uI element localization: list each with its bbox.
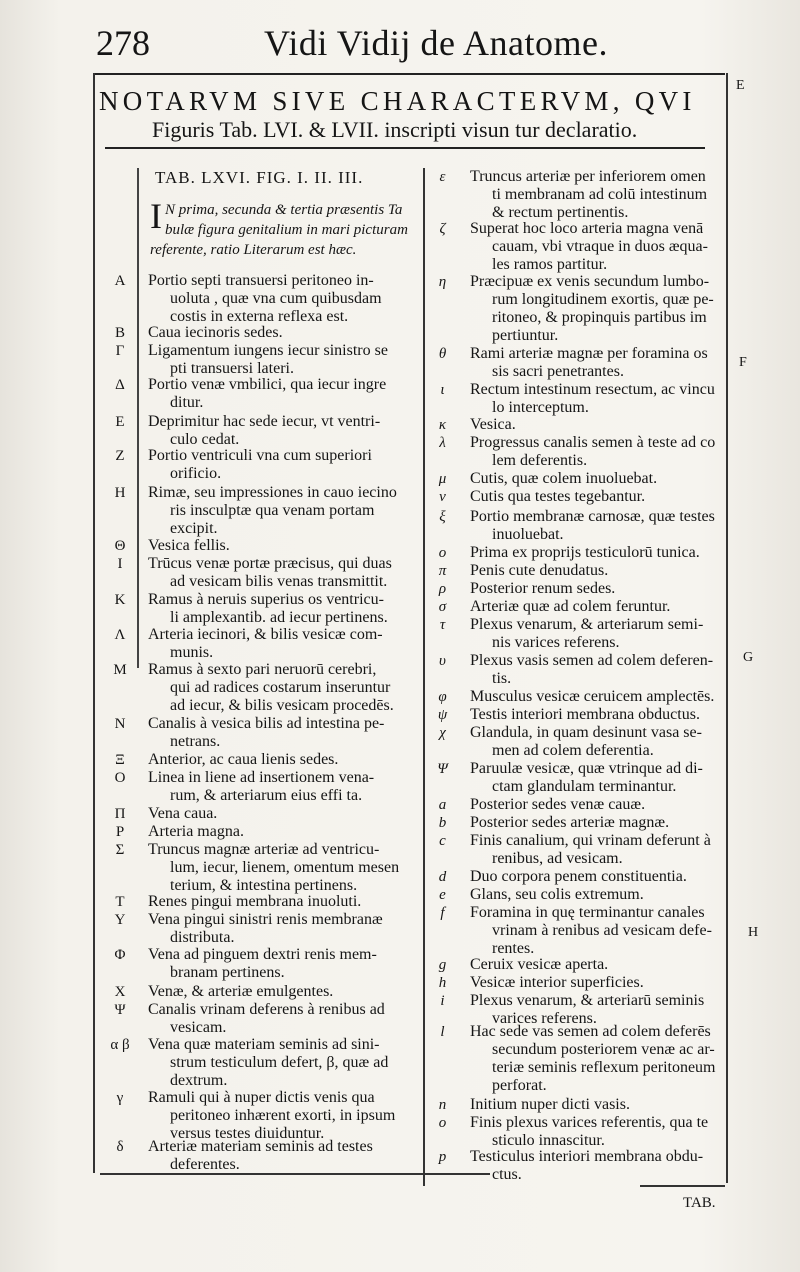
legend-line: Finis plexus varices referentis, qua te: [470, 1114, 709, 1131]
legend-letter: E: [115, 414, 125, 430]
legend-line: Plexus vasis semen ad colem deferen-: [470, 652, 714, 669]
legend-line: Anterior, ac caua lienis sedes.: [148, 751, 339, 768]
legend-text: [148, 661, 420, 715]
legend-text: [148, 484, 420, 538]
legend-text: [148, 1089, 420, 1143]
legend-line: culo cedat.: [170, 431, 240, 448]
legend-text: [148, 805, 420, 823]
legend-text: [148, 893, 420, 911]
legend-letter: σ: [438, 599, 447, 615]
legend-text: [470, 508, 755, 544]
legend-text: [148, 1001, 420, 1037]
legend-letter: Y: [114, 912, 126, 928]
legend-letter: P: [115, 824, 125, 840]
table-heading: TAB. LXVI. FIG. I. II. III.: [155, 168, 364, 187]
legend-letter: τ: [439, 617, 446, 633]
legend-text: [470, 974, 755, 992]
left-border-rule: [93, 73, 95, 1173]
legend-line: & rectum pertinentis.: [492, 204, 629, 221]
legend-line: vesicam.: [170, 1019, 227, 1036]
legend-line: Penis cute denudatus.: [470, 562, 609, 579]
legend-line: li amplexantib. ad iecur pertinens.: [170, 609, 388, 626]
legend-line: les ramos partitur.: [492, 256, 608, 273]
legend-line: Glans, seu colis extremum.: [470, 886, 644, 903]
legend-text: [470, 904, 755, 958]
intro-text: N prima, secunda & tertia præsentis Ta bulæ figura genitalium in mari picturam referente, ratio Literarum est hæc.: [150, 202, 408, 258]
legend-line: ritoneo, & propinquis partibus im: [492, 309, 707, 326]
legend-letter: ν: [439, 489, 446, 505]
margin-letter: F: [739, 355, 747, 370]
legend-line: Rimæ, seu impressiones in cauo iecino: [148, 484, 397, 501]
legend-line: ti membranam ad colū intestinum: [492, 186, 708, 203]
margin-letter: E: [736, 78, 745, 93]
legend-line: Vesica.: [470, 416, 516, 433]
legend-line: renibus, ad vesicam.: [492, 850, 623, 867]
legend-text: [470, 760, 755, 796]
legend-text: [148, 983, 420, 1001]
header-rule: [93, 73, 725, 75]
legend-letter: f: [440, 905, 445, 921]
legend-letter: Λ: [114, 627, 126, 643]
legend-text: [470, 562, 755, 580]
legend-line: ditur.: [170, 394, 204, 411]
legend-line: Paruulæ vesicæ, quæ vtrinque ad di-: [470, 760, 703, 777]
legend-letter: π: [438, 563, 447, 579]
legend-line: perforat.: [492, 1077, 547, 1094]
legend-line: ctus.: [492, 1166, 522, 1183]
legend-text: [470, 616, 755, 652]
legend-line: Cutis qua testes tegebantur.: [470, 488, 646, 505]
legend-line: ctam glandulam terminantur.: [492, 778, 677, 795]
legend-letter: ξ: [439, 509, 446, 525]
legend-line: teriæ seminis reflexum peritoneum: [492, 1059, 716, 1076]
legend-text: [148, 1036, 420, 1090]
legend-line: rum, & arteriarum eius effi ta.: [170, 787, 363, 804]
legend-line: Portio septi transuersi peritoneo in-: [148, 272, 374, 289]
legend-text: [470, 868, 755, 886]
legend-line: Vesica fellis.: [148, 537, 230, 554]
legend-text: [148, 911, 420, 947]
legend-line: secundum posteriorem venæ ac ar-: [492, 1041, 715, 1058]
legend-line: Duo corpora penem constituentia.: [470, 868, 687, 885]
legend-text: [148, 413, 420, 449]
legend-letter: α β: [110, 1037, 130, 1053]
legend-line: Rami arteriæ magnæ per foramina os: [470, 345, 708, 362]
legend-letter: η: [438, 274, 447, 290]
legend-letter: Π: [114, 806, 126, 822]
legend-line: men ad colem deferentia.: [492, 742, 654, 759]
legend-letter: ζ: [439, 221, 446, 237]
legend-letter: Ξ: [115, 752, 125, 768]
section-subtitle: Figuris Tab. LVI. & LVII. inscripti visun tur declaratio.: [152, 117, 638, 142]
legend-line: Arteria iecinori, & bilis vesicæ com-: [148, 626, 383, 643]
legend-line: orificio.: [170, 465, 222, 482]
legend-line: Ramus à sexto pari neruorū cerebri,: [148, 661, 377, 678]
legend-line: rum longitudinem exortis, quæ pe-: [492, 291, 714, 308]
legend-line: Vena quæ materiam seminis ad sini-: [148, 1036, 380, 1053]
legend-letter: μ: [438, 471, 447, 487]
legend-text: [470, 652, 755, 688]
legend-line: Rectum intestinum resectum, ac vincu: [470, 381, 715, 398]
legend-line: lo interceptum.: [492, 399, 589, 416]
legend-letter: h: [438, 975, 447, 991]
legend-letter: γ: [116, 1090, 124, 1106]
title-rule: [105, 147, 705, 149]
legend-line: Glandula, in quam desinunt vasa se-: [470, 724, 702, 741]
section-title: NOTARVM SIVE CHARACTERVM, QVI: [99, 86, 696, 116]
legend-line: ad iecur, & bilis vesicam procedēs.: [170, 697, 394, 714]
legend-letter: g: [438, 957, 447, 973]
legend-line: Præcipuæ ex venis secundum lumbo-: [470, 273, 710, 290]
legend-letter: i: [440, 993, 445, 1009]
legend-letter: Ψ: [114, 1002, 126, 1018]
legend-text: [470, 488, 755, 506]
legend-text: [148, 823, 420, 841]
legend-letter: δ: [116, 1139, 124, 1155]
legend-letter: H: [114, 485, 126, 501]
legend-line: Posterior sedes venæ cauæ.: [470, 796, 646, 813]
margin-letter: H: [748, 925, 759, 940]
legend-line: ad vesicam bilis venas transmittit.: [170, 573, 388, 590]
legend-letter: ι: [440, 382, 445, 398]
legend-line: pti transuersi lateri.: [170, 360, 294, 377]
legend-letter: n: [438, 1097, 447, 1113]
legend-text: [470, 688, 755, 706]
legend-letter: N: [114, 716, 126, 732]
legend-text: [470, 956, 755, 974]
legend-letter: d: [438, 869, 447, 885]
legend-text: [148, 447, 420, 483]
legend-text: [148, 342, 420, 378]
legend-line: terium, & intestina pertinens.: [170, 877, 358, 894]
intro-paragraph: [150, 196, 420, 260]
bottom-rule: [100, 1173, 490, 1175]
legend-letter: Θ: [114, 538, 126, 554]
legend-line: Hac sede vas semen ad colem deferēs: [470, 1023, 711, 1040]
catchword: TAB.: [683, 1195, 716, 1211]
legend-line: Trūcus venæ portæ præcisus, qui duas: [148, 555, 392, 572]
legend-line: distributa.: [170, 929, 235, 946]
legend-line: pertiuntur.: [492, 327, 559, 344]
legend-text: [148, 769, 420, 805]
legend-line: Ligamentum iungens iecur sinistro se: [148, 342, 388, 359]
legend-text: [470, 796, 755, 814]
running-title: Vidi Vidij de Anatome.: [264, 23, 608, 63]
legend-line: ris insculptæ qua venam portam: [170, 502, 375, 519]
footer-rule: [640, 1185, 725, 1187]
legend-line: Ceruix vesicæ aperta.: [470, 956, 609, 973]
legend-line: munis.: [170, 644, 214, 661]
legend-letter: B: [114, 325, 125, 341]
legend-line: Arteriæ quæ ad colem feruntur.: [470, 598, 671, 615]
legend-letter: A: [114, 273, 126, 289]
legend-line: Foramina in quę terminantur canales: [470, 904, 705, 921]
legend-line: sis sacri penetrantes.: [492, 363, 624, 380]
legend-text: [470, 544, 755, 562]
legend-line: rentes.: [492, 940, 535, 957]
legend-line: Superat hoc loco arteria magna venā: [470, 220, 704, 237]
legend-line: Vena ad pinguem dextri renis mem-: [148, 946, 377, 963]
legend-letter: I: [117, 556, 123, 572]
legend-text: [148, 1138, 420, 1174]
legend-letter: M: [113, 662, 127, 678]
legend-text: [470, 580, 755, 598]
page-number: 278: [96, 23, 150, 63]
legend-text: [470, 1096, 755, 1114]
legend-text: [470, 598, 755, 616]
legend-line: varices referens.: [492, 1010, 597, 1027]
legend-line: Portio membranæ carnosæ, quæ testes: [470, 508, 715, 525]
legend-line: costis in externa reflexa est.: [170, 308, 349, 325]
legend-letter: Δ: [115, 377, 125, 393]
legend-text: [148, 751, 420, 769]
legend-text: [470, 1023, 755, 1095]
legend-line: Vena pingui sinistri renis membranæ: [148, 911, 383, 928]
legend-line: branam pertinens.: [170, 964, 285, 981]
legend-line: tis.: [492, 670, 512, 687]
legend-text: [148, 946, 420, 982]
legend-line: Truncus magnæ arteriæ ad ventricu-: [148, 841, 380, 858]
legend-text: [148, 591, 420, 627]
legend-letter: e: [439, 887, 446, 903]
legend-letter: Γ: [115, 343, 125, 359]
legend-text: [470, 1114, 755, 1150]
legend-line: netrans.: [170, 733, 221, 750]
legend-line: Vena caua.: [148, 805, 218, 822]
legend-line: Initium nuper dicti vasis.: [470, 1096, 630, 1113]
legend-letter: T: [115, 894, 125, 910]
legend-text: [148, 715, 420, 751]
legend-line: lem deferentis.: [492, 452, 588, 469]
legend-text: [148, 376, 420, 412]
legend-letter: Z: [115, 448, 125, 464]
legend-text: [470, 1148, 755, 1184]
legend-letter: ψ: [437, 707, 448, 723]
legend-line: Renes pingui membrana inuoluti.: [148, 893, 362, 910]
legend-letter: a: [438, 797, 447, 813]
legend-line: Portio venæ vmbilici, qua iecur ingre: [148, 376, 387, 393]
legend-line: dextrum.: [170, 1072, 228, 1089]
legend-text: [470, 724, 755, 760]
legend-text: [470, 470, 755, 488]
legend-line: vrinam à renibus ad vesicam defe-: [492, 922, 712, 939]
legend-line: inuoluebat.: [492, 526, 564, 543]
legend-text: [470, 220, 755, 274]
margin-letter: G: [743, 650, 754, 665]
legend-letter: φ: [438, 689, 447, 705]
legend-text: [470, 886, 755, 904]
legend-line: qui ad radices costarum inseruntur: [170, 679, 391, 696]
legend-line: Cutis, quæ colem inuoluebat.: [470, 470, 658, 487]
legend-text: [470, 416, 755, 434]
legend-text: [148, 537, 420, 555]
legend-letter: Ψ: [437, 761, 448, 777]
legend-letter: θ: [438, 346, 447, 362]
legend-letter: Φ: [114, 947, 126, 963]
legend-letter: λ: [439, 435, 446, 451]
legend-line: Testiculus interiori membrana obdu-: [470, 1148, 704, 1165]
legend-text: [148, 841, 420, 895]
legend-line: Portio ventriculi vna cum superiori: [148, 447, 372, 464]
legend-line: Venæ, & arteriæ emulgentes.: [148, 983, 334, 1000]
legend-text: [470, 345, 755, 381]
legend-text: [470, 814, 755, 832]
legend-line: Plexus venarum, & arteriarū seminis: [470, 992, 705, 1009]
legend-letter: o: [438, 1115, 447, 1131]
legend-text: [470, 706, 755, 724]
legend-letter: K: [114, 592, 126, 608]
legend-text: [148, 555, 420, 591]
legend-text: [470, 832, 755, 868]
legend-text: [148, 324, 420, 342]
legend-letter: b: [438, 815, 447, 831]
legend-letter: Σ: [115, 842, 125, 858]
legend-line: Arteriæ materiam seminis ad testes: [148, 1138, 373, 1155]
legend-line: Ramuli qui à nuper dictis venis qua: [148, 1089, 375, 1106]
legend-letter: ε: [439, 169, 446, 185]
legend-text: [148, 272, 420, 326]
legend-line: Vesicæ interior superficies.: [470, 974, 644, 991]
legend-line: peritoneo inhærent exorti, in ipsum: [170, 1107, 396, 1124]
legend-letter: c: [439, 833, 446, 849]
legend-line: Linea in liene ad insertionem vena-: [148, 769, 375, 786]
legend-text: [148, 626, 420, 662]
legend-text: [470, 273, 755, 345]
legend-line: Progressus canalis semen à teste ad co: [470, 434, 716, 451]
legend-text: [470, 434, 755, 470]
legend-line: deferentes.: [170, 1156, 240, 1173]
legend-letter: l: [440, 1024, 445, 1040]
legend-line: lum, iecur, lienem, omentum mesen: [170, 859, 400, 876]
legend-line: Musculus vesicæ ceruicem amplectēs.: [470, 688, 715, 705]
legend-line: Prima ex proprijs testiculorū tunica.: [470, 544, 700, 561]
legend-line: sticulo innascitur.: [492, 1132, 605, 1149]
legend-line: Canalis à vesica bilis ad intestina pe-: [148, 715, 385, 732]
legend-line: cauam, vbi vtraque in duos æqua-: [492, 238, 708, 255]
legend-line: Caua iecinoris sedes.: [148, 324, 283, 341]
drop-cap: I: [150, 196, 162, 236]
legend-line: Ramus à neruis superius os ventricu-: [148, 591, 384, 608]
legend-line: Arteria magna.: [148, 823, 244, 840]
legend-line: Testis interiori membrana obductus.: [470, 706, 700, 723]
legend-line: Posterior renum sedes.: [470, 580, 616, 597]
legend-letter: ο: [438, 545, 447, 561]
legend-letter: κ: [438, 417, 447, 433]
legend-letter: p: [438, 1149, 447, 1165]
legend-letter: χ: [439, 725, 446, 741]
legend-line: nis varices referens.: [492, 634, 620, 651]
legend-line: excipit.: [170, 520, 218, 537]
legend-line: Truncus arteriæ per inferiorem omen: [470, 168, 706, 185]
legend-line: Canalis vrinam deferens à renibus ad: [148, 1001, 385, 1018]
legend-line: Finis canalium, qui vrinam deferunt à: [470, 832, 711, 849]
legend-text: [470, 381, 755, 417]
legend-letter: O: [114, 770, 126, 786]
legend-line: uoluta , quæ vna cum quibusdam: [170, 290, 382, 307]
legend-letter: X: [114, 984, 126, 1000]
legend-letter: ρ: [438, 581, 447, 597]
legend-line: Deprimitur hac sede iecur, vt ventri-: [148, 413, 381, 430]
legend-letter: υ: [439, 653, 446, 669]
legend-line: versus testes diuiduntur.: [170, 1125, 325, 1142]
legend-line: Posterior sedes arteriæ magnæ.: [470, 814, 670, 831]
legend-line: Plexus venarum, & arteriarum semi-: [470, 616, 704, 633]
legend-text: [470, 168, 755, 222]
legend-line: strum testiculum defert, β, quæ ad: [170, 1054, 389, 1071]
